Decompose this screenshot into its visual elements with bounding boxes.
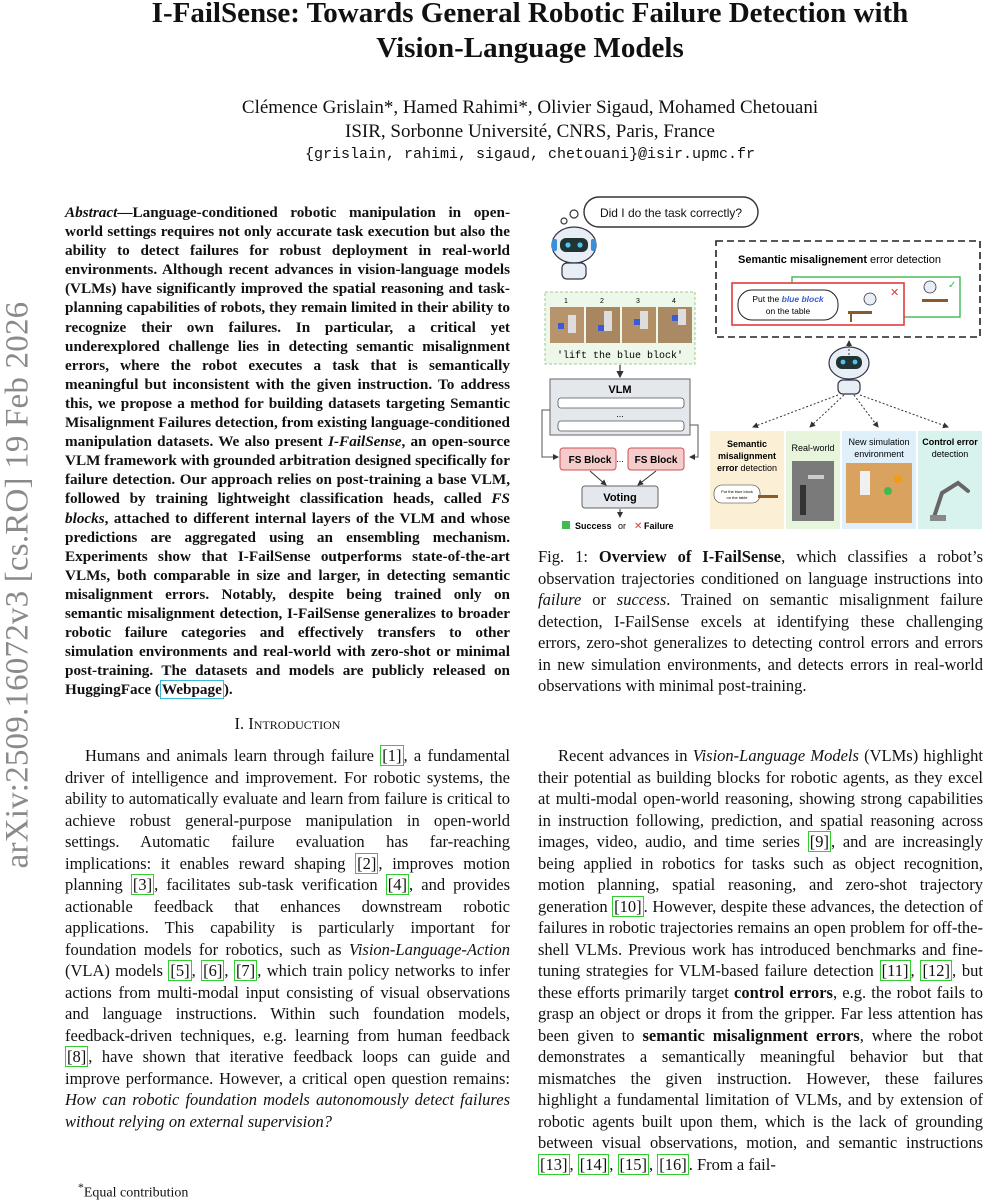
abstract-text-2: , an open-source VLM framework with grounded arbitration designed specifically for failure detection. Our approach relies on post-training a base VLM, followed by training lightweight classification heads, called [65, 433, 510, 508]
frame-number-4: 4 [672, 298, 676, 305]
cat1-line3-bold: error [716, 463, 738, 473]
put-block-instruction [752, 294, 825, 304]
frame-number-2: 2 [600, 298, 604, 305]
abstract-fs-blocks: FS blocks [65, 490, 510, 527]
text-run: , [569, 1154, 578, 1174]
fs-dots: ... [616, 454, 624, 464]
section-heading [65, 714, 510, 734]
text-run: Recent advances in [558, 746, 693, 765]
footnote-mark: * [78, 1181, 84, 1194]
text-run: , and provides actionable feedback that enhances downstream robotic applications. This capability is particularly important for foundation models for robotics, such as [65, 875, 510, 959]
instruction-text: 'lift the blue block' [556, 351, 684, 362]
abstract-dash: — [117, 204, 133, 221]
text-run: , [649, 1154, 658, 1174]
text-run: Humans and animals learn through failure [85, 746, 381, 765]
citation-16[interactable]: [16] [659, 1154, 687, 1174]
cat4-line1: Control error [922, 437, 978, 447]
text-run: , which train policy networks to infer actions from multi-modal input consisting of visual observations and language instructions. Within such foundation models, feedback-driven techniques, e.g. learning from human feedback [65, 961, 510, 1045]
affiliation: ISIR, Sorbonne Université, CNRS, Paris, France [345, 121, 715, 142]
fs-block-label-1: FS Block [568, 455, 612, 466]
intro-paragraph-1 [65, 745, 510, 1132]
citation-2[interactable]: [2] [357, 853, 377, 873]
fs-block-2 [628, 448, 684, 470]
text-run: (VLMs) highlight their potential as building blocks for robotic agents, as they excel at multi-modal open-world reasoning, showing strong capabilities in instruction following, prediction, and spatial reasoning across images, video, audio, and time series [538, 746, 983, 851]
speech-bubble [584, 197, 758, 227]
footnote-text: Equal contribution [83, 1185, 189, 1201]
text-run: , have shown that iterative feedback loops can guide and improve performance. However, a critical open question remains: [65, 1047, 510, 1088]
control-errors-bold: control errors [734, 982, 833, 1002]
abstract-label: Abstract [65, 204, 118, 221]
robot-icon [552, 227, 596, 279]
abstract-text-4: ). [223, 681, 233, 699]
semantic-title-rest: error detection [867, 254, 941, 266]
text-run: , a fundamental driver of intelligence and improvement. For robotic systems, the ability to automatically evaluate and learn from failure is critical to achieve robust general-purpose manipulation in open-world settings. Automatic failure evaluation has far-reaching implications: it enables reward shaping [65, 746, 510, 873]
cat1-line2: misalignment [717, 451, 777, 461]
text-run: , [609, 1154, 618, 1174]
on-the-table: on the table [765, 306, 811, 316]
or-label: or [618, 521, 627, 531]
citation-15[interactable]: [15] [619, 1154, 647, 1174]
author-emails: {grislain, rahimi, sigaud, chetouani}@isir.upmc.fr [304, 146, 756, 163]
abstract [65, 203, 510, 699]
intro-left-column [65, 745, 510, 1132]
citation-8[interactable]: [8] [67, 1047, 87, 1066]
failure-x-icon: ✕ [634, 521, 643, 532]
title-line-1: I-FailSense: Towards General Robotic Failure Detection with [151, 0, 909, 29]
frame-number-1: 1 [564, 298, 568, 305]
citation-9[interactable]: [9] [809, 832, 829, 851]
category-control-error [918, 431, 982, 529]
cat1-line1: Semantic [726, 439, 768, 449]
citation-13[interactable]: [13] [540, 1154, 568, 1174]
webpage-link[interactable]: Webpage [161, 681, 222, 699]
cat3-line2: environment [854, 449, 904, 459]
vlm-label: VLM [608, 384, 632, 396]
caption-t1: , which classifies a robot’s observation trajectories conditioned on language instructions into [538, 547, 983, 588]
failure-label: Failure [644, 521, 674, 531]
semantic-errors-bold: semantic misalignment errors [642, 1025, 860, 1045]
blue-block-word: blue block [781, 294, 824, 304]
section-title: Introduction [248, 714, 341, 733]
vlm-block [550, 379, 690, 435]
category-new-simulation [842, 431, 916, 529]
success-check-icon: ✓ [948, 280, 957, 291]
section-number: I. [234, 714, 249, 733]
trajectory-frames [545, 292, 695, 364]
citation-3[interactable]: [3] [132, 875, 153, 894]
citation-4[interactable]: [4] [387, 875, 408, 894]
frame-number-3: 3 [636, 298, 640, 305]
cat4-line2: detection [931, 449, 969, 459]
text-run: . However, despite these advances, the detection of failures in robotic trajectories remains an open problem for off-the-shell VLMs. Previous work has introduced benchmarks and fine-tuning strategies for VLM-based failure detection [538, 896, 983, 980]
caption-t2: or [581, 590, 617, 609]
citation-5[interactable]: [5] [170, 961, 190, 980]
fail-x-icon: ✕ [890, 287, 900, 299]
cat3-line1: New simulation [848, 437, 910, 447]
cat1-mini-line1: Put the blue block [721, 489, 753, 494]
arxiv-id-text: arXiv:2509.16072v3 [cs.RO] 19 Feb 2026 [0, 301, 36, 869]
text-run: , [191, 961, 202, 980]
caption-bold: Overview of I-FailSense [598, 547, 782, 566]
put-the: Put the [752, 294, 782, 304]
text-run: . From a fail- [688, 1154, 776, 1174]
arxiv-identifier [0, 265, 38, 905]
citation-10[interactable]: [10] [614, 896, 642, 916]
text-run: , where the robot demonstrates a semantically meaningful behavior but that mismatches the given instruction. However, these failures highlight a fundamental limitation of VLMs, and by extension of robotic agents built upon them, which is the lack of grounding between visual observations, motion, and semantic instructions [538, 1025, 983, 1152]
vlm-italic: Vision-Language Models [692, 746, 859, 765]
category-semantic [710, 431, 784, 529]
text-run: , [910, 961, 921, 980]
cat1-mini-line2: on the table [726, 495, 748, 500]
paper-title [80, 0, 980, 66]
vlm-dots: ... [616, 409, 624, 419]
semantic-title-bold: Semantic misalignement [738, 254, 867, 266]
research-question: How can robotic foundation models autonomously detect failures without relying on external supervision? [65, 1090, 510, 1131]
citation-7[interactable]: [7] [235, 961, 256, 980]
intro-paragraph-2 [538, 745, 983, 1175]
figure-caption [538, 546, 983, 697]
cat1-line3-rest: detection [737, 463, 778, 473]
caption-t3: . Trained on semantic misalignment failure detection, I-FailSense excels at identifying these challenging errors, zero-shot generalizes to detecting control errors and errors in new simulation environments, and detects errors in real-world observations with minimal post-training. [538, 590, 983, 695]
citation-12[interactable]: [12] [922, 961, 950, 980]
citation-1[interactable]: [1] [382, 746, 402, 765]
text-run: , and are increasingly being applied in robotics for tasks such as object recognition, motion planning, spatial reasoning, and zero-shot trajectory generation [538, 832, 983, 916]
text-run: , facilitates sub-task verification [154, 875, 386, 894]
cat2-label: Real-world [791, 443, 835, 453]
text-run: , but these efforts primarily target [538, 961, 983, 1002]
speech-bubble-text: Did I do the task correctly? [599, 206, 743, 220]
voting-label: Voting [603, 492, 637, 504]
caption-success: success [616, 590, 667, 609]
abstract-text-1: Language-conditioned robotic manipulation in open-world settings requires not only accurate task execution but also the ability to detect failures for robust deployment in real-world environments. Although recent advances in vision-language models (VLMs) have significantly improved the spatial reasoning and task-planning capabilities of robots, they remain limited in their ability to recognize their own failures. In particular, a critical yet underexplored challenge lies in detecting semantic misalignment errors, where the robot executes a task that is semantically meaningful but inconsistent with the given instruction. To address this, we propose a method for building datasets targeting Semantic Misalignment Failures detection, from existing language-conditioned manipulation datasets. We also present [65, 204, 510, 451]
output-label [562, 521, 674, 532]
fs-block-label-2: FS Block [634, 455, 678, 466]
fs-block-1 [560, 448, 616, 470]
cat1-line3 [717, 463, 777, 473]
text-run: , improves motion planning [65, 853, 510, 894]
caption-failure: failure [538, 590, 582, 609]
title-line-2: Vision-Language Models [376, 32, 684, 64]
intro-right-column [538, 745, 983, 1175]
footnote [78, 1181, 188, 1202]
category-real-world [786, 431, 840, 529]
citation-11[interactable]: [11] [881, 961, 909, 980]
voting-block [582, 486, 658, 508]
abstract-text-3: , attached to different internal layers of the VLM and whose predictions are aggregated using an ensembling mechanism. Experiments show that I-FailSense outperforms state-of-the-art VLMs, both comparable in size and larger, in detecting semantic misalignment errors. Notably, despite being trained only on semantic misalignment detection, I-FailSense generalizes to broader robotic failure categories and effectively transfers to other simulation environments and real-world with zero-shot or minimal post-training. The datasets and models are publicly released on HuggingFace ( [65, 509, 510, 699]
text-run: , e.g. the robot fails to grasp an object or drops it from the gripper. Far less attention has been given to [538, 982, 983, 1045]
semantic-misalignment-box [716, 241, 980, 337]
authors: Clémence Grislain*, Hamed Rahimi*, Olivier Sigaud, Mohamed Chetouani [241, 97, 819, 118]
semantic-title [738, 254, 941, 266]
figure-1-overview [538, 195, 983, 533]
text-run: (VLA) models [65, 961, 169, 980]
caption-prefix: Fig. 1: [538, 547, 599, 566]
abstract-name: I-FailSense [328, 433, 402, 451]
citation-6[interactable]: [6] [203, 961, 223, 980]
text-run: , [224, 961, 234, 980]
success-label: Success [575, 521, 612, 531]
vla-italic: Vision-Language-Action [348, 939, 510, 959]
citation-14[interactable]: [14] [579, 1154, 608, 1174]
